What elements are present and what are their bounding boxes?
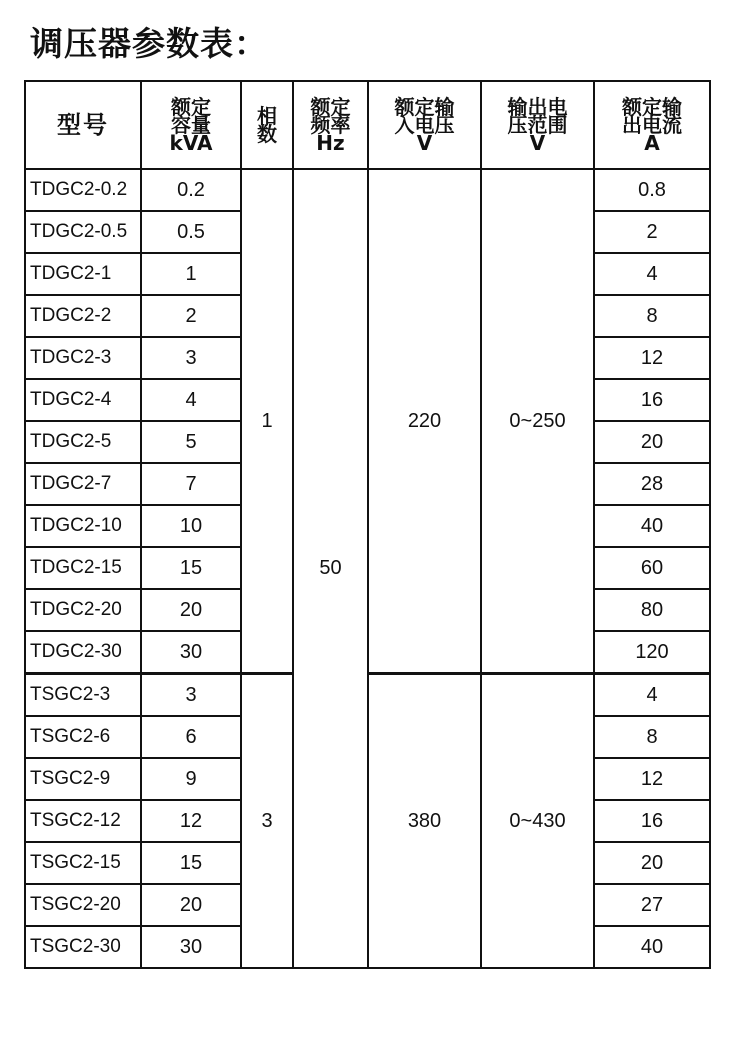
header-output-current-line1: 额定输 [622,95,682,119]
model-cell: TDGC2-2 [25,295,141,337]
model-cell: TDGC2-1 [25,253,141,295]
header-capacity-unit: kVA [169,131,213,155]
current-cell: 12 [594,758,710,800]
capacity-cell: 20 [141,589,241,631]
capacity-cell: 2 [141,295,241,337]
capacity-cell: 5 [141,421,241,463]
capacity-cell: 20 [141,884,241,926]
model-cell: TDGC2-30 [25,631,141,674]
header-phase-line1: 相 [257,104,277,128]
model-cell: TDGC2-0.2 [25,169,141,211]
page-title: 调压器参数表： [30,24,268,63]
model-cell: TSGC2-9 [25,758,141,800]
current-cell: 4 [594,674,710,717]
capacity-cell: 0.5 [141,211,241,253]
current-cell: 20 [594,421,710,463]
model-cell: TSGC2-15 [25,842,141,884]
input-voltage-single-cell: 220 [368,169,481,674]
output-range-three-cell: 0~430 [481,674,594,969]
model-cell: TDGC2-5 [25,421,141,463]
current-cell: 12 [594,337,710,379]
header-frequency-unit: Hz [316,131,345,155]
header-phase-line2: 数 [257,122,277,146]
model-cell: TDGC2-15 [25,547,141,589]
model-cell: TSGC2-3 [25,674,141,717]
current-cell: 120 [594,631,710,674]
header-output-current [594,81,710,169]
header-output-range-line1: 输出电 [507,95,568,119]
current-cell: 20 [594,842,710,884]
capacity-cell: 7 [141,463,241,505]
current-cell: 60 [594,547,710,589]
model-cell: TDGC2-20 [25,589,141,631]
capacity-cell: 30 [141,926,241,968]
capacity-cell: 10 [141,505,241,547]
header-frequency-line1: 额定 [310,95,351,119]
capacity-cell: 30 [141,631,241,674]
header-capacity-line1: 额定 [171,95,211,119]
current-cell: 16 [594,800,710,842]
header-output-current-line2: 出电流 [622,113,682,137]
header-output-range [481,81,594,169]
header-output-current-unit: A [644,131,660,155]
capacity-cell: 3 [141,337,241,379]
model-cell: TSGC2-6 [25,716,141,758]
model-cell: TDGC2-4 [25,379,141,421]
phase-single-cell: 1 [241,169,293,674]
capacity-cell: 12 [141,800,241,842]
capacity-cell: 6 [141,716,241,758]
input-voltage-three-cell: 380 [368,674,481,969]
parameter-table [24,80,711,969]
header-input-voltage-line1: 额定输 [394,95,455,119]
current-cell: 28 [594,463,710,505]
capacity-cell: 3 [141,674,241,717]
capacity-cell: 0.2 [141,169,241,211]
header-phase [241,81,293,169]
current-cell: 0.8 [594,169,710,211]
header-capacity [141,81,241,169]
header-output-range-line2: 压范围 [507,113,568,137]
header-frequency [293,81,368,169]
capacity-cell: 9 [141,758,241,800]
model-cell: TSGC2-20 [25,884,141,926]
header-output-range-unit: V [529,131,546,155]
capacity-cell: 15 [141,547,241,589]
current-cell: 80 [594,589,710,631]
current-cell: 27 [594,884,710,926]
header-row [25,81,710,169]
current-cell: 8 [594,295,710,337]
current-cell: 40 [594,926,710,968]
header-model: 型号 [25,81,141,169]
table-row [25,169,710,211]
model-cell: TDGC2-7 [25,463,141,505]
current-cell: 4 [594,253,710,295]
capacity-cell: 4 [141,379,241,421]
capacity-cell: 1 [141,253,241,295]
model-cell: TSGC2-30 [25,926,141,968]
frequency-cell: 50 [293,169,368,968]
model-cell: TDGC2-0.5 [25,211,141,253]
current-cell: 8 [594,716,710,758]
model-cell: TDGC2-10 [25,505,141,547]
header-frequency-line2: 频率 [310,113,351,137]
header-input-voltage [368,81,481,169]
table-row [25,674,710,717]
current-cell: 2 [594,211,710,253]
header-input-voltage-line2: 入电压 [394,113,455,137]
model-cell: TSGC2-12 [25,800,141,842]
capacity-cell: 15 [141,842,241,884]
current-cell: 16 [594,379,710,421]
current-cell: 40 [594,505,710,547]
model-cell: TDGC2-3 [25,337,141,379]
output-range-single-cell: 0~250 [481,169,594,674]
phase-three-cell: 3 [241,674,293,969]
header-capacity-line2: 容量 [171,113,211,137]
header-input-voltage-unit: V [416,131,433,155]
